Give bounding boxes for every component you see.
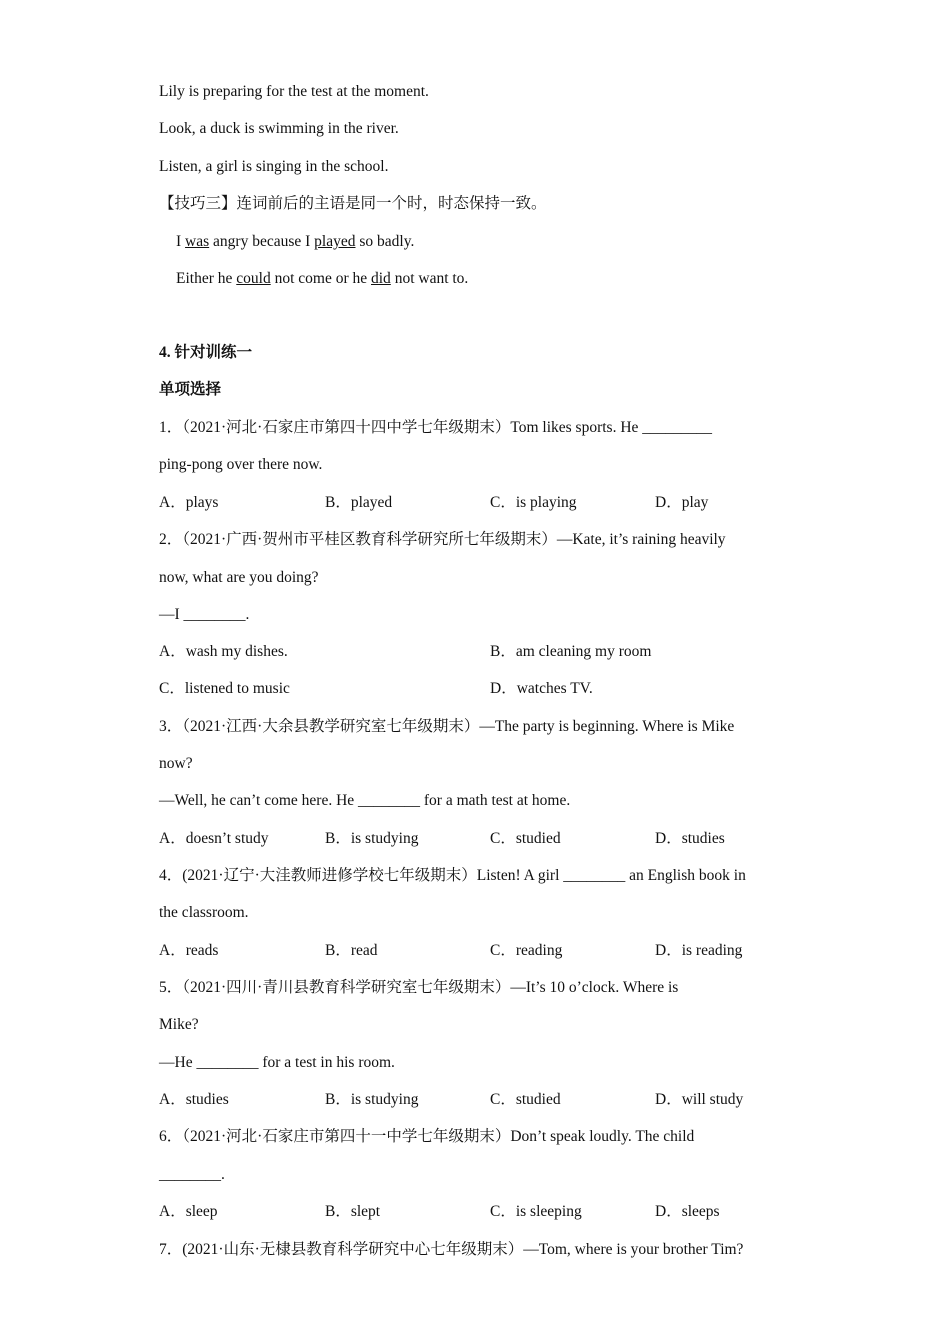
tip-3-example-2 xyxy=(176,269,468,289)
text: not come or he xyxy=(270,270,371,287)
q3-option-b: B．is studying xyxy=(325,830,419,847)
q4-option-a: A．reads xyxy=(159,942,219,959)
q2-option-d: D．watches TV. xyxy=(490,680,593,697)
question-4-stem: 4．(2021·辽宁·大洼教师进修学校七年级期末）Listen! A girl ________ an English book in xyxy=(159,867,746,884)
question-1-stem: 1．（2021·河北·石家庄市第四十四中学七年级期末）Tom likes sports. He _________ xyxy=(159,419,713,436)
example-2: Look, a duck is swimming in the river. xyxy=(159,120,399,137)
q3-option-a: A．doesn’t study xyxy=(159,830,269,847)
underlined-verb: could xyxy=(236,270,271,287)
q4-option-c: C．reading xyxy=(490,942,563,959)
q3-option-c: C．studied xyxy=(490,830,561,847)
text: I xyxy=(176,233,186,250)
q6-option-a: A．sleep xyxy=(159,1203,218,1220)
text: so badly. xyxy=(355,233,415,250)
subsection-title: 单项选择 xyxy=(159,381,222,398)
underlined-verb: played xyxy=(314,233,356,250)
q4-option-d: D．is reading xyxy=(655,942,743,959)
question-3-stem: 3．（2021·江西·大余县教学研究室七年级期末）—The party is beginning. Where is Mike xyxy=(159,718,735,735)
question-7-stem: 7．(2021·山东·无棣县教育科学研究中心七年级期末）—Tom, where is your brother Tim? xyxy=(159,1241,744,1258)
question-6-stem: 6．（2021·河北·石家庄市第四十一中学七年级期末）Don’t speak loudly. The child xyxy=(159,1128,695,1145)
question-2-stem: 2．（2021·广西·贺州市平桂区教育科学研究所七年级期末）—Kate, it’s raining heavily xyxy=(159,531,726,548)
q5-option-c: C．studied xyxy=(490,1091,561,1108)
q1-option-c: C．is playing xyxy=(490,494,577,511)
question-6-stem-cont: ________. xyxy=(159,1166,225,1183)
q5-option-b: B．is studying xyxy=(325,1091,419,1108)
q2-option-c: C．listened to music xyxy=(159,680,290,697)
q6-option-b: B．slept xyxy=(325,1203,381,1220)
q2-option-a: A．wash my dishes. xyxy=(159,643,288,660)
q1-option-b: B．played xyxy=(325,494,393,511)
text: not want to. xyxy=(390,270,469,287)
question-1-stem-cont: ping-pong over there now. xyxy=(159,456,323,473)
text: Either he xyxy=(176,270,237,287)
question-5-response: —He ________ for a test in his room. xyxy=(159,1054,395,1071)
question-3-response: —Well, he can’t come here. He ________ for a math test at home. xyxy=(159,792,571,809)
q2-option-b: B．am cleaning my room xyxy=(490,643,652,660)
question-5-stem-cont: Mike? xyxy=(159,1016,199,1033)
text: angry because I xyxy=(209,233,315,250)
q6-option-c: C．is sleeping xyxy=(490,1203,582,1220)
q3-option-d: D．studies xyxy=(655,830,725,847)
question-3-stem-cont: now? xyxy=(159,755,193,772)
example-1: Lily is preparing for the test at the moment. xyxy=(159,83,429,100)
q4-option-b: B．read xyxy=(325,942,378,959)
tip-3: 【技巧三】连词前后的主语是同一个时，时态保持一致。 xyxy=(159,195,547,212)
question-2-stem-cont: now, what are you doing? xyxy=(159,569,319,586)
question-2-response: —I ________. xyxy=(159,606,250,623)
question-4-stem-cont: the classroom. xyxy=(159,904,249,921)
q6-option-d: D．sleeps xyxy=(655,1203,720,1220)
q1-option-a: A．plays xyxy=(159,494,219,511)
question-5-stem: 5．（2021·四川·青川县教育科学研究室七年级期末）—It’s 10 o’clock. Where is xyxy=(159,979,679,996)
section-title: 4. 针对训练一 xyxy=(159,344,253,361)
underlined-verb: did xyxy=(371,270,391,287)
q5-option-a: A．studies xyxy=(159,1091,229,1108)
q1-option-d: D．play xyxy=(655,494,709,511)
tip-3-example-1 xyxy=(176,232,414,252)
q5-option-d: D．will study xyxy=(655,1091,744,1108)
example-3: Listen, a girl is singing in the school. xyxy=(159,158,389,175)
underlined-verb: was xyxy=(185,233,210,250)
